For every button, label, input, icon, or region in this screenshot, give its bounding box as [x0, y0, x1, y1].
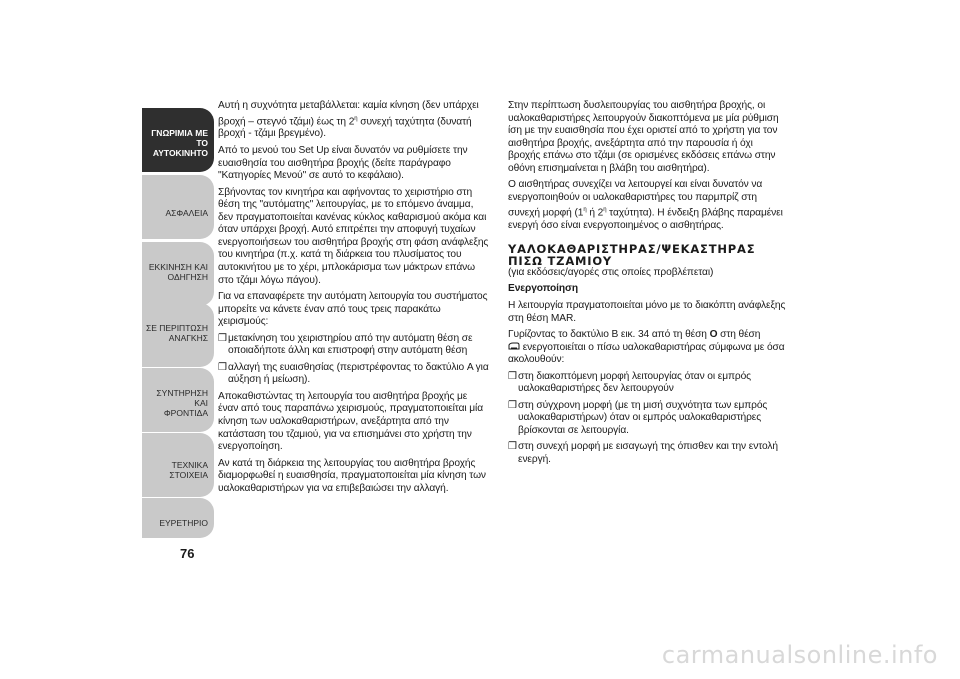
- page-number: 76: [180, 546, 195, 561]
- section-heading: ΥΑΛΟΚΑΘΑΡΙΣΤΗΡΑΣ/ΨΕΚΑΣΤΗΡΑΣ ΠΙΣΩ ΤΖΑΜΙΟΥ: [508, 241, 756, 268]
- checkbox-bullet-icon: ❒: [218, 361, 228, 373]
- paragraph: Η λειτουργία πραγματοποιείται μόνο με το διακόπτη ανάφλεξης στη θέση MAR.: [508, 299, 786, 324]
- paragraph: Γυρίζοντας το δακτύλιο B εικ. 34 από τη θέση O στη θέση ενεργοποιείται ο πίσω υαλοκαθαριστήρας σύμφωνα με όσα ακολουθούν:: [508, 329, 785, 366]
- chapter-sidebar: [142, 108, 214, 538]
- heading-note: (για εκδόσεις/αγορές στις οποίες προβλέπεται): [508, 266, 714, 278]
- subheading: Ενεργοποίηση: [508, 283, 578, 295]
- bullet-item: ❒στη διακοπτόμενη μορφή λειτουργίας όταν οι εμπρός υαλοκαθαριστήρες δεν λειτουργούν: [508, 370, 751, 395]
- tab-label: ΤΕΧΝΙΚΑ ΣΤΟΙΧΕΙΑ: [169, 460, 208, 480]
- tab-emergency[interactable]: [142, 303, 214, 367]
- tab-label: ΑΥΤΟΚΙΝΗΤΟ: [152, 148, 208, 158]
- tab-safety[interactable]: [142, 175, 214, 239]
- tab-index[interactable]: [142, 498, 214, 538]
- paragraph: Αν κατά τη διάρκεια της λειτουργίας του αισθητήρα βροχής διαμορφωθεί η ευαισθησία, πραγματοποιείται μία κίνηση των υαλοκαθαριστήρων για να επιβεβαιώσει την αλλαγή.: [218, 457, 486, 494]
- paragraph: Για να επαναφέρετε την αυτόματη λειτουργία του συστήματος μπορείτε να κάνετε έναν από τους τρεις παρακάτω χειρισμούς:: [218, 291, 488, 328]
- paragraph: Ο αισθητήρας συνεχίζει να λειτουργεί και είναι δυνατόν να ενεργοποιηθούν οι υαλοκαθαριστήρες του παρμπρίζ στη συνεχή μορφή ($1^\eta$ ή $2^\eta$ ταχύτητα). Η ένδειξη βλάβης παραμένει ενεργή όσο είναι ενεργοποιημένος ο αισθητήρας.: [508, 179, 783, 232]
- bullet-item: ❒μετακίνηση του χειριστηρίου από την αυτόματη θέση σε οποιαδήποτε άλλη και επιστροφή στην αυτόματη θέση: [218, 332, 473, 357]
- tab-label: ΕΥΡΕΤΗΡΙΟ: [159, 518, 208, 528]
- right-column: [508, 100, 786, 471]
- tab-label: ΣΥΝΤΗΡΗΣΗ ΚΑΙ: [156, 388, 208, 408]
- tab-label: ΑΣΦΑΛΕΙΑ: [165, 208, 208, 218]
- watermark: carmanualsonline.info: [661, 641, 938, 669]
- rear-washer-icon: [508, 342, 520, 351]
- paragraph: Σβήνοντας τον κινητήρα και αφήνοντας το χειριστήριο στη θέση της "αυτόματης" λειτουργίας, με το επόμενο άναμμα, δεν πραγματοποιείται κανένας κύκλος καθαρισμού ακόμα και όταν υπάρχει βροχή. Αυτό επιτρέπει την αποφυγή τυχαίων ενεργοποιήσεων του αισθητήρα βροχής στη φάση ανάφλεξης του κινητήρα (π.χ. κατά τη διάρκεια του πλυσίματος του αυτοκινήτου με το χέρι, μπλοκάρισμα των μάκτρων επάνω στο τζάμι λόγω πάγου).: [218, 186, 489, 286]
- bullet-item: ❒αλλαγή της ευαισθησίας (περιστρέφοντας το δακτύλιο A για αύξηση ή μείωση).: [218, 361, 489, 386]
- checkbox-bullet-icon: ❒: [218, 332, 228, 344]
- left-column: [218, 100, 490, 499]
- tab-label: ΣΕ ΠΕΡΙΠΤΩΣΗ: [145, 323, 208, 333]
- tab-label: ΕΚΚΙΝΗΣΗ ΚΑΙ: [148, 262, 208, 272]
- paragraph: Αποκαθιστώντας τη λειτουργία του αισθητήρα βροχής με έναν από τους παραπάνω χειρισμούς, πραγματοποιείται μία κίνηση των υαλοκαθαριστήρων, ανεξάρτητα από την κατάσταση του τζαμιού, για να επισημάνει στο χρήστη την ενεργοποίηση.: [218, 390, 483, 453]
- checkbox-bullet-icon: ❒: [508, 370, 518, 382]
- checkbox-bullet-icon: ❒: [508, 399, 518, 411]
- tab-label: ΑΝΑΓΚΗΣ: [168, 333, 208, 343]
- tab-label: ΓΝΩΡΙΜΙΑ ΜΕ ΤΟ: [151, 128, 208, 148]
- tab-label: ΦΡΟΝΤΙΔΑ: [163, 408, 208, 418]
- bullet-item: ❒στη συνεχή μορφή με εισαγωγή της όπισθεν και την εντολή ενεργή.: [508, 441, 778, 465]
- checkbox-bullet-icon: ❒: [508, 441, 518, 453]
- bullet-item: ❒στη σύγχρονη μορφή (με τη μισή συχνότητα των εμπρός υαλοκαθαριστήρων) όταν οι εμπρός υαλοκαθαριστήρες βρίσκονται σε λειτουργία.: [508, 399, 768, 436]
- paragraph: Αυτή η συχνότητα μεταβάλλεται: καμία κίνηση (δεν υπάρχει βροχή – στεγνό τζάμι) έως τη $2^\eta$ συνεχή ταχύτητα (δυνατή βροχή - τζάμι βρεγμένο).: [218, 100, 479, 140]
- paragraph: Από το μενού του Set Up είναι δυνατόν να ρυθμίσετε την ευαισθησία του αισθητήρα βροχής (δείτε παράγραφο "Κατηγορίες Μενού" σε αυτό το κεφάλαιο).: [218, 145, 468, 182]
- tab-label: ΟΔΗΓΗΣΗ: [167, 272, 208, 282]
- tab-getting-to-know[interactable]: [142, 108, 214, 172]
- tab-starting-driving[interactable]: [142, 242, 214, 306]
- paragraph: Στην περίπτωση δυσλειτουργίας του αισθητήρα βροχής, οι υαλοκαθαριστήρες λειτουργούν διακοπτόμενα με μία ρύθμιση ίση με την ευαισθησία που έχει οριστεί από το χρήστη για τον αισθητήρα βροχής, ανεξάρτητα από την παρουσία ή όχι βροχής επάνω στο τζάμι (σε ορισμένες εκδόσεις επάνω στην οθόνη επισημαίνεται η βλάβη του αισθητήρα).: [508, 100, 779, 174]
- tab-technical-data[interactable]: [142, 433, 214, 497]
- tab-maintenance[interactable]: [142, 368, 214, 432]
